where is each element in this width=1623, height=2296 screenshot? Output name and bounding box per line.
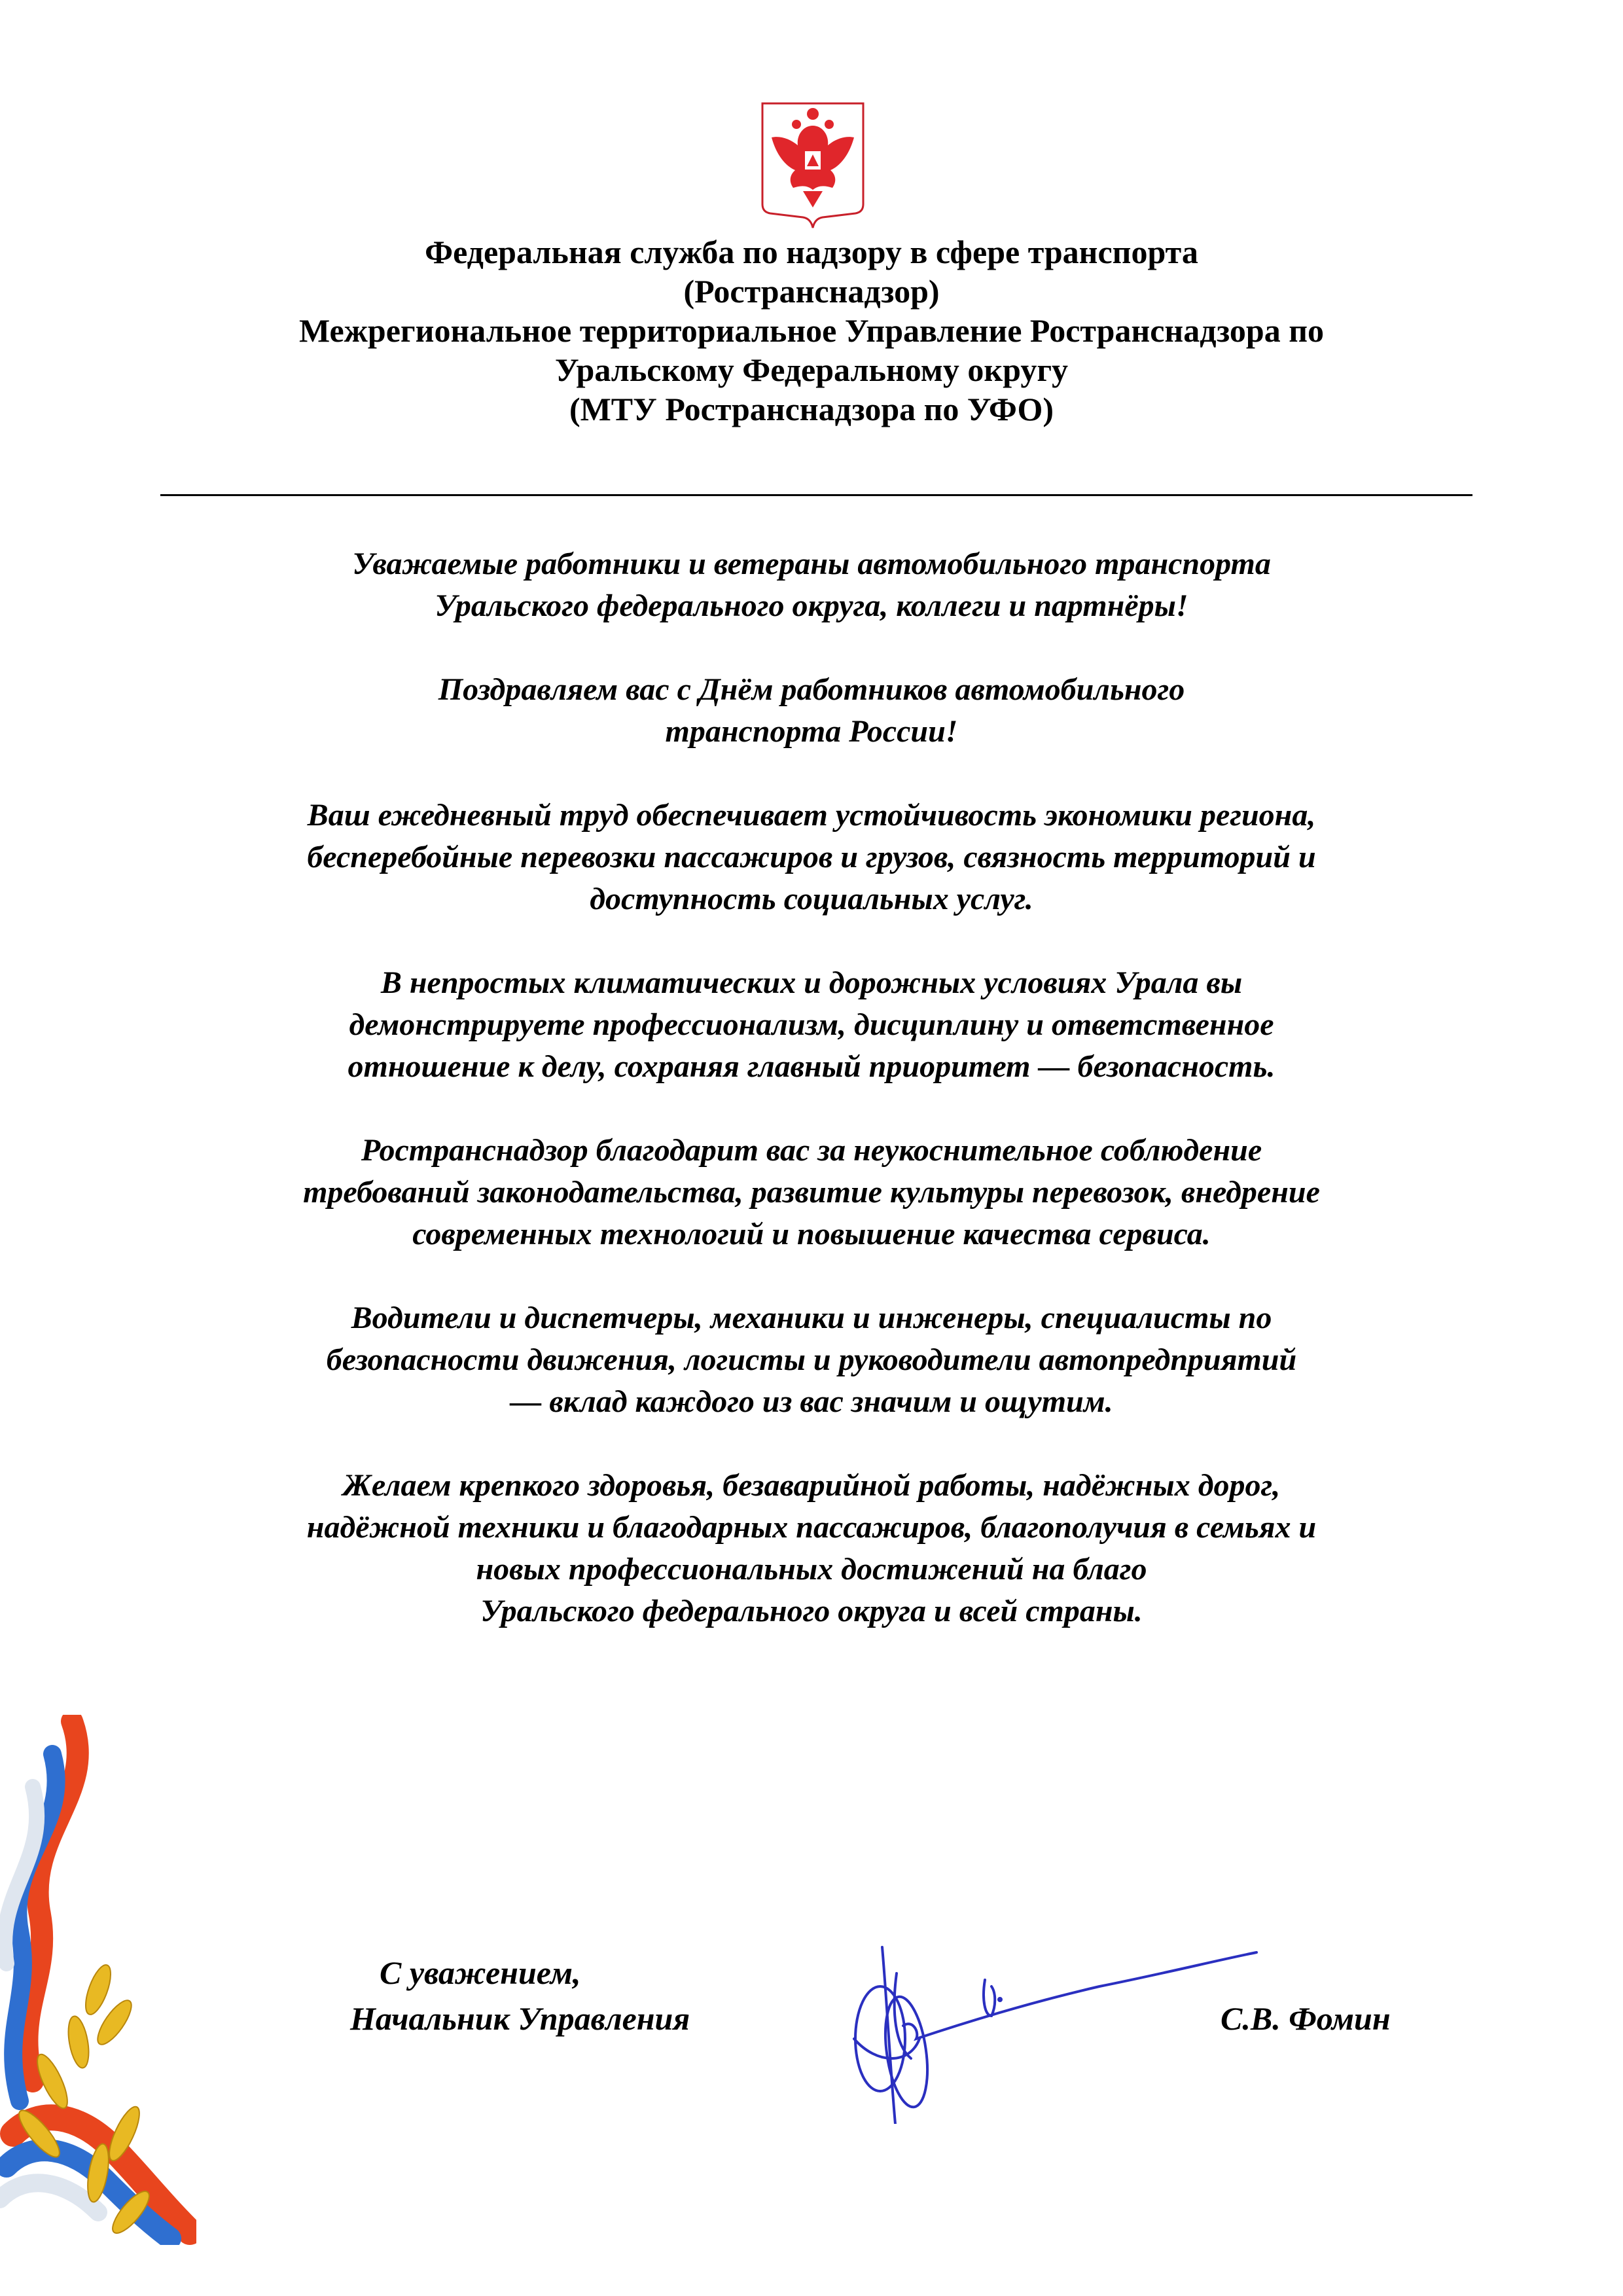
- paragraph-wishes: [131, 1465, 1492, 1632]
- header-line: Федеральная служба по надзору в сфере транспорта: [425, 234, 1198, 270]
- text-line: доступность социальных услуг.: [590, 882, 1033, 916]
- text-line: транспорта России!: [665, 714, 958, 749]
- text-line: безопасности движения, логисты и руководители автопредприятий: [326, 1342, 1297, 1377]
- text-line: демонстрируете профессионализм, дисциплину и ответственное: [349, 1007, 1274, 1042]
- text-line: Ространснадзор благодарит вас за неукоснительное соблюдение: [361, 1133, 1262, 1168]
- text-line: Уважаемые работники и ветераны автомобильного транспорта: [352, 547, 1271, 581]
- text-line: надёжной техники и благодарных пассажиров, благополучия в семьях и: [306, 1510, 1317, 1545]
- greeting-body: [131, 543, 1492, 1674]
- paragraph-gratitude: [131, 1130, 1492, 1255]
- text-line: новых профессиональных достижений на благо: [476, 1552, 1147, 1587]
- paragraph-address: [131, 543, 1492, 627]
- text-line: В непростых климатических и дорожных условиях Урала вы: [380, 965, 1243, 1000]
- text-line: — вклад каждого из вас значим и ощутим.: [510, 1384, 1113, 1419]
- text-line: Уральского федерального округа и всей страны.: [480, 1594, 1143, 1628]
- header-divider: [160, 494, 1472, 496]
- header-line: Межрегиональное территориальное Управление Ространснадзора по: [298, 312, 1325, 349]
- tricolor-ribbon-icon: [0, 1715, 196, 2245]
- text-line: Уральского федерального округа, коллеги и партнёры!: [435, 588, 1188, 623]
- header-line: (Ространснадзор): [683, 273, 940, 310]
- signatory-position: Начальник Управления: [350, 2000, 690, 2037]
- text-line: Ваш ежедневный труд обеспечивает устойчивость экономики региона,: [307, 798, 1316, 833]
- paragraph-professions: [131, 1297, 1492, 1423]
- text-line: Водители и диспетчеры, механики и инженеры, специалисты по: [351, 1300, 1272, 1335]
- closing-regards: С уважением,: [380, 1954, 581, 1991]
- header-line: (МТУ Ространснадзора по УФО): [569, 391, 1054, 427]
- text-line: отношение к делу, сохраняя главный приоритет — безопасность.: [348, 1049, 1275, 1084]
- organization-header: [131, 232, 1492, 429]
- paragraph-daily-work: [131, 795, 1492, 920]
- paragraph-ural-conditions: [131, 962, 1492, 1088]
- signatory-name: С.В. Фомин: [1221, 2000, 1391, 2037]
- paragraph-congratulation: [131, 669, 1492, 753]
- header-line: Уральскому Федеральному округу: [554, 351, 1069, 388]
- russian-coat-of-arms-icon: [757, 99, 868, 230]
- text-line: современных технологий и повышение качества сервиса.: [412, 1217, 1211, 1251]
- text-line: Поздравляем вас с Днём работников автомобильного: [438, 672, 1185, 707]
- text-line: требований законодательства, развитие культуры перевозок, внедрение: [303, 1175, 1320, 1210]
- text-line: бесперебойные перевозки пассажиров и грузов, связность территорий и: [307, 840, 1316, 874]
- signature-icon: [851, 1934, 1387, 2124]
- text-line: Желаем крепкого здоровья, безаварийной работы, надёжных дорог,: [342, 1468, 1281, 1503]
